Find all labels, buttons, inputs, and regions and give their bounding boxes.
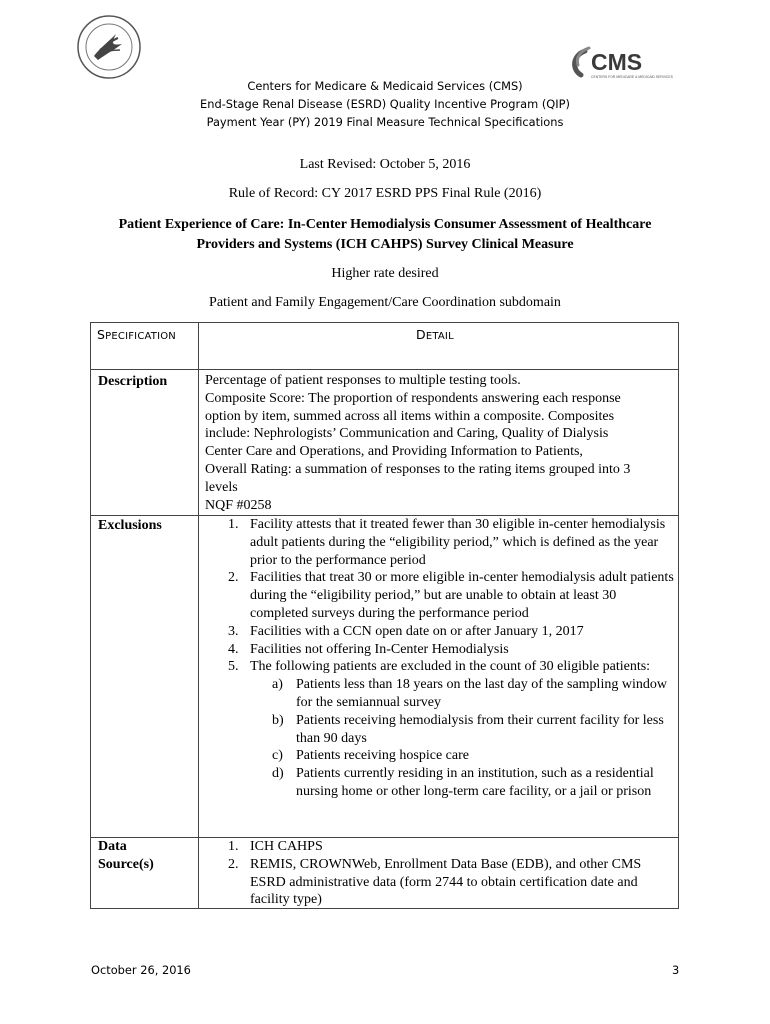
hhs-seal-logo <box>76 14 142 80</box>
sublist-item: d) Patients currently residing in an institution, such as a residential nursing home or other long-term care facility, or a jail or prison <box>272 766 654 799</box>
exclusions-list <box>228 516 674 801</box>
cms-logo-text: CMS <box>591 49 643 75</box>
sublist-item: c) Patients receiving hospice care <box>272 748 469 764</box>
sublist-item: b) Patients receiving hemodialysis from their current facility for less than 90 days <box>272 712 664 746</box>
header-line-2: End-Stage Renal Disease (ESRD) Quality Incentive Program (QIP) <box>200 97 570 111</box>
footer-date: October 26, 2016 <box>91 963 191 977</box>
sublist-item: a) Patients less than 18 years on the last day of the sampling window for the semiannual survey <box>272 677 667 710</box>
rule-of-record: Rule of Record: CY 2017 ESRD PPS Final Rule (2016) <box>228 186 542 201</box>
cms-logo <box>569 45 681 81</box>
table-column-divider <box>198 322 199 909</box>
description-line: levels <box>205 479 238 495</box>
description-line: NQF #0258 <box>205 497 272 513</box>
description-line: include: Nephrologists’ Communication and Caring, Quality of Dialysis <box>205 426 609 442</box>
list-item: 5. The following patients are excluded in the count of 30 eligible patients: a) Patients less than 18 years on the last day of the sampling window for the semiannual survey b) Patients receiving hemodialysis from their current facility for less than 90 days c) Patients receiving hospice care d) Patients currently residing in an institution, such as a residential nursing home or other long-term care facility, or a jail or prison <box>228 658 674 800</box>
last-revised: Last Revised: October 5, 2016 <box>299 157 471 172</box>
description-line: Percentage of patient responses to multiple testing tools. <box>205 373 521 388</box>
row-label-description: Description <box>98 374 168 389</box>
measure-title-line-2: Providers and Systems (ICH CAHPS) Survey Clinical Measure <box>196 237 574 252</box>
data-sources-list <box>228 838 674 909</box>
description-line: Center Care and Operations, and Providing Information to Patients, <box>205 444 583 460</box>
column-header-specification: SPECIFICATION <box>97 327 176 342</box>
cms-logo-subtext: CENTERS FOR MEDICARE & MEDICAID SERVICES <box>591 75 673 79</box>
list-item: 2. REMIS, CROWNWeb, Enrollment Data Base (EDB), and other CMS ESRD administrative data (form 2744 to obtain certification date and facility type) <box>228 856 642 908</box>
header-line-1: Centers for Medicare & Medicaid Services (CMS) <box>247 79 523 93</box>
column-header-detail: DETAIL <box>416 327 454 342</box>
list-item: 1. ICH CAHPS <box>228 839 323 854</box>
row-label-exclusions: Exclusions <box>98 518 162 533</box>
description-line: Composite Score: The proportion of respondents answering each response <box>205 390 621 406</box>
subdomain-text: Patient and Family Engagement/Care Coordination subdomain <box>209 295 561 310</box>
description-line: option by item, summed across all items within a composite. Composites <box>205 408 615 424</box>
list-item: 2. Facilities that treat 30 or more eligible in-center hemodialysis adult patients during the “eligibility period,” but are unable to obtain at least 30 completed surveys during the performance period <box>228 570 674 621</box>
row-label-data-sources: Data Source(s) <box>98 839 154 872</box>
direction-text: Higher rate desired <box>331 266 439 281</box>
table-header-divider <box>90 369 679 370</box>
page-number: 3 <box>672 963 680 977</box>
list-item: 1. Facility attests that it treated fewer than 30 eligible in-center hemodialysis adult patients during the “eligibility period,” which is defined as the year prior to the performance period <box>228 517 666 568</box>
list-item: 4. Facilities not offering In-Center Hemodialysis <box>228 641 509 657</box>
description-text <box>205 372 675 514</box>
list-item: 3. Facilities with a CCN open date on or after January 1, 2017 <box>228 623 584 639</box>
excluded-patients-sublist <box>272 676 674 801</box>
description-line: Overall Rating: a summation of responses to the rating items grouped into 3 <box>205 461 631 477</box>
header-line-3: Payment Year (PY) 2019 Final Measure Technical Specifications <box>206 115 564 129</box>
measure-title-line-1: Patient Experience of Care: In-Center Hemodialysis Consumer Assessment of Healthcare <box>118 217 652 232</box>
